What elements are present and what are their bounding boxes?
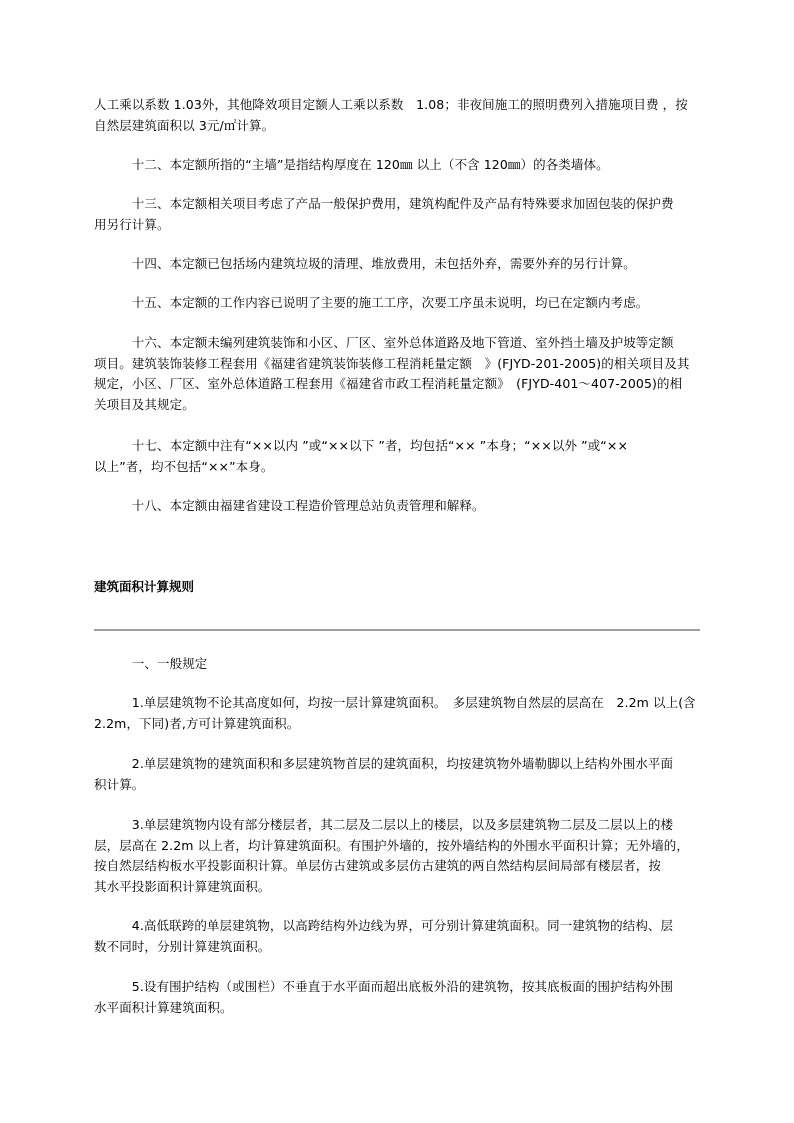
text-line: 5.设有围护结构（或围栏）不垂直于水平面而超出底板外沿的建筑物，按其底板面的围护结构外围 [94,979,674,994]
text-line: 2.2m，下同)者,方可计算建筑面积。 [94,715,300,731]
text-line: 项目。建筑装饰装修工程套用《福建省建筑装饰装修工程消耗量定额 》(FJYD-201-2005)的相关项目及其 [94,355,690,371]
paragraph-13-protection [94,194,706,235]
text-line: 十四、本定额已包括场内建筑垃圾的清理、堆放费用，未包括外弃，需要外弃的另行计算。 [94,256,636,271]
text-line: 数不同时，分别计算建筑面积。 [94,938,271,954]
paragraph-16-not-included [94,333,706,415]
text-line: 人工乘以系数 1.03外，其他降效项目定额人工乘以系数 1.08；非夜间施工的照明费列入措施项目费 ，按 [94,97,688,112]
rule-general-heading [94,654,706,675]
paragraph-12-main-wall [94,155,706,176]
divider [94,629,700,631]
text-line: 3.单层建筑物内设有部分楼层者，其二层及二层以上的楼层，以及多层建筑物二层及二层以上的楼 [94,817,674,832]
paragraph-17-within-limits [94,436,706,477]
text-line: 用另行计算。 [94,216,170,232]
text-line: 关项目及其规定。 [94,396,195,412]
text-line: 十六、本定额未编列建筑装饰和小区、厂区、室外总体道路及地下管道、室外挡土墙及护坡等定额 [94,335,674,350]
text-line: 以上”者，均不包括“××”本身。 [94,458,274,474]
text-line: 十二、本定额所指的“主墙”是指结构厚度在 120㎜ 以上（不含 120㎜）的各类墙体。 [94,157,609,172]
text-line: 积计算。 [94,776,145,792]
text-line: 规定，小区、厂区、室外总体道路工程套用《福建省市政工程消耗量定额》 (FJYD-401～407-2005)的相 [94,376,683,391]
text-line: 十三、本定额相关项目考虑了产品一般保护费用，建筑构配件及产品有特殊要求加固包装的保护费 [94,196,674,211]
text-line: 1.单层建筑物不论其高度如何，均按一层计算建筑面积。 多层建筑物自然层的层高在 2.2m 以上(含 [94,695,696,710]
text-line: 2.单层建筑物的建筑面积和多层建筑物首层的建筑面积，均按建筑物外墙勒脚以上结构外围水平面 [94,756,674,771]
section-title: 建筑面积计算规则 [94,579,195,594]
paragraph-15-work-content [94,293,706,314]
rule-4-high-low-span [94,916,706,957]
rule-2-ground-floor [94,754,706,795]
paragraph-14-waste [94,254,706,275]
text-line: 十八、本定额由福建省建设工程造价管理总站负责管理和解释。 [94,498,485,513]
text-line: 十五、本定额的工作内容已说明了主要的施工工序，次要工序虽未说明，均已在定额内考虑。 [94,295,649,310]
rule-5-inclined-enclosure [94,977,706,1018]
text-line: 4.高低联跨的单层建筑物，以高跨结构外边线为界，可分别计算建筑面积。同一建筑物的结构、层 [94,918,674,933]
text-line: 自然层建筑面积以 3元/㎡计算。 [94,117,275,133]
rule-1-single-storey [94,693,706,734]
text-line: 一、一般规定 [94,656,208,671]
text-line: 其水平投影面积计算建筑面积。 [94,878,271,894]
text-line: 按自然层结构板水平投影面积计算。单层仿古建筑或多层仿古建筑的两自然结构层间局部有楼层者，按 [94,858,662,873]
paragraph-lighting-cost [94,95,706,136]
paragraph-18-interpretation [94,496,706,517]
text-line: 层，层高在 2.2m 以上者，均计算建筑面积。有围护外墙的，按外墙结构的外围水平面积计算；无外墙的， [94,837,690,853]
text-line: 水平面积计算建筑面积。 [94,999,233,1015]
rule-3-partial-floors [94,815,706,897]
text-line: 十七、本定额中注有“××以内 ”或“××以下 ”者，均包括“×× ”本身；“××以外 ”或“×× [94,438,629,453]
